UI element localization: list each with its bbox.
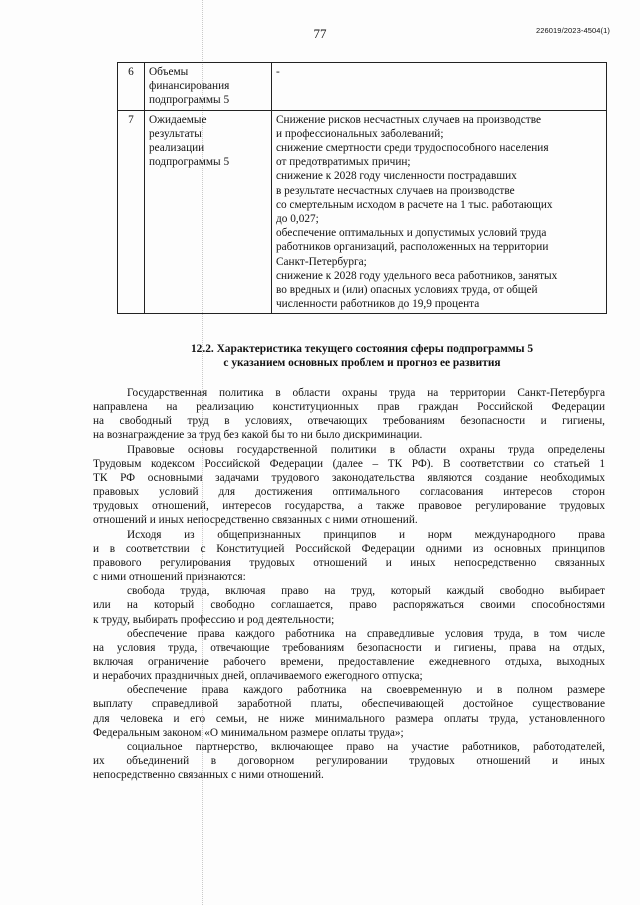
subprogram-passport-table bbox=[117, 62, 607, 314]
text-line: к труду, выбирать профессию и род деятельности; bbox=[93, 613, 335, 626]
row-number: 7 bbox=[118, 110, 145, 314]
section-heading bbox=[118, 342, 606, 370]
row-label bbox=[145, 110, 272, 314]
text-line: непосредственно связанных с ними отношений. bbox=[93, 769, 324, 782]
table-row bbox=[118, 63, 607, 111]
value-line: Снижение рисков несчастных случаев на производстве bbox=[276, 113, 542, 126]
text-line: обеспечение права каждого работника на своевременную и в полном размере bbox=[127, 684, 605, 697]
document-id: 226019/2023-4504(1) bbox=[535, 26, 610, 35]
text-line: Федеральным законом «О минимальном размере оплаты труда»; bbox=[93, 726, 404, 739]
text-line: правовых условий для достижения оптимального согласования интересов сторон bbox=[93, 486, 605, 499]
text-line: направлена на реализацию конституционных прав граждан Российской Федерации bbox=[93, 401, 605, 414]
text-line: их объединений в договорном регулировании трудовых отношений и иных bbox=[93, 755, 605, 768]
label-line: финансирования bbox=[149, 80, 230, 93]
value-line: во вредных и (или) опасных условиях труда, от общей bbox=[276, 284, 538, 297]
text-line: и нерабочих праздничных дней, оплачиваемого ежегодного отпуска; bbox=[93, 670, 423, 683]
row-label bbox=[145, 63, 272, 111]
value-line: снижение смертности среди трудоспособного населения bbox=[276, 142, 549, 155]
label-line: результаты bbox=[149, 127, 202, 140]
text-line: обеспечение права каждого работника на справедливые условия труда, в том числе bbox=[127, 627, 605, 640]
text-line: Исходя из общепризнанных принципов и норм международного права bbox=[127, 528, 605, 541]
text-line: Правовые основы государственной политики в области охраны труда определены bbox=[127, 443, 605, 456]
text-line: на свободный труд в условиях, отвечающих требованиям безопасности и гигиены, bbox=[93, 415, 605, 428]
text-line: ТК РФ основными задачами трудового законодательства являются создание необходимых bbox=[93, 471, 605, 484]
text-line: включая ограничение рабочего времени, предоставление ежедневного отдыха, выходных bbox=[93, 655, 605, 668]
table-row bbox=[118, 110, 607, 314]
text-line: социальное партнерство, включающее право на участие работников, работодателей, bbox=[127, 740, 605, 753]
text-line: или на который свободно соглашается, право распоряжаться своими способностями bbox=[93, 599, 605, 612]
row-value bbox=[272, 63, 607, 111]
section-heading-line: с указанием основных проблем и прогноз ее развития bbox=[223, 357, 501, 369]
page-number: 77 bbox=[313, 26, 327, 41]
value-line: со смертельным исходом в расчете на 1 тыс. работающих bbox=[276, 198, 553, 211]
text-line: Государственная политика в области охраны труда на территории Санкт-Петербурга bbox=[127, 387, 605, 399]
value-line: до 0,027; bbox=[276, 213, 319, 226]
text-line: свобода труда, включая право на труд, который каждый свободно выбирает bbox=[127, 585, 605, 598]
text-line: выплату справедливой заработной платы, обеспечивающей достойное существование bbox=[93, 698, 605, 711]
label-line: реализации bbox=[149, 142, 205, 155]
section-heading-line: 12.2. Характеристика текущего состояния сферы подпрограммы 5 bbox=[190, 343, 534, 355]
body-text bbox=[93, 386, 605, 782]
text-line: на условия труда, отвечающие требованиям безопасности и гигиены, права на отдых, bbox=[93, 641, 605, 654]
value-line: в результате несчастных случаев на производстве bbox=[276, 184, 515, 197]
value-line: снижение к 2028 году численности пострадавших bbox=[276, 170, 517, 183]
value-line: Санкт-Петербурга; bbox=[276, 255, 367, 268]
text-line: для человека и его семьи, не ниже минимального размера оплаты труда, установленного bbox=[93, 712, 605, 725]
text-line: отношений и иных непосредственно связанных с ними отношений. bbox=[93, 514, 418, 527]
value-line: от предотвратимых причин; bbox=[276, 156, 411, 169]
label-line: подпрограммы 5 bbox=[149, 156, 230, 169]
value-line: и профессиональных заболеваний; bbox=[276, 127, 444, 140]
text-line: Трудовым кодексом Российской Федерации (далее – ТК РФ). В соответствии со статьей 1 bbox=[93, 457, 605, 470]
value-line: снижение к 2028 году удельного веса работников, занятых bbox=[276, 269, 558, 282]
row-number: 6 bbox=[118, 63, 145, 111]
value-line: работников организаций, расположенных на территории bbox=[276, 241, 549, 254]
text-line: на вознаграждение за труд без какой бы то ни было дискриминации. bbox=[93, 429, 423, 442]
label-line: подпрограммы 5 bbox=[149, 94, 230, 107]
row-value bbox=[272, 110, 607, 314]
text-line: правового регулирования трудовых отношений и иных непосредственно связанных bbox=[93, 556, 605, 569]
text-line: трудовых отношений, интересов государства, а также правовое регулирование трудовых bbox=[93, 500, 605, 513]
value-line: - bbox=[276, 66, 280, 78]
label-line: Ожидаемые bbox=[149, 113, 207, 126]
label-line: Объемы bbox=[149, 66, 189, 78]
value-line: обеспечение оптимальных и допустимых условий труда bbox=[276, 227, 547, 240]
text-line: и в соответствии с Конституцией Российской Федерации одними из основных принципов bbox=[93, 542, 605, 555]
value-line: численности работников до 19,9 процента bbox=[276, 298, 480, 311]
text-line: с ними отношений признаются: bbox=[93, 571, 246, 584]
